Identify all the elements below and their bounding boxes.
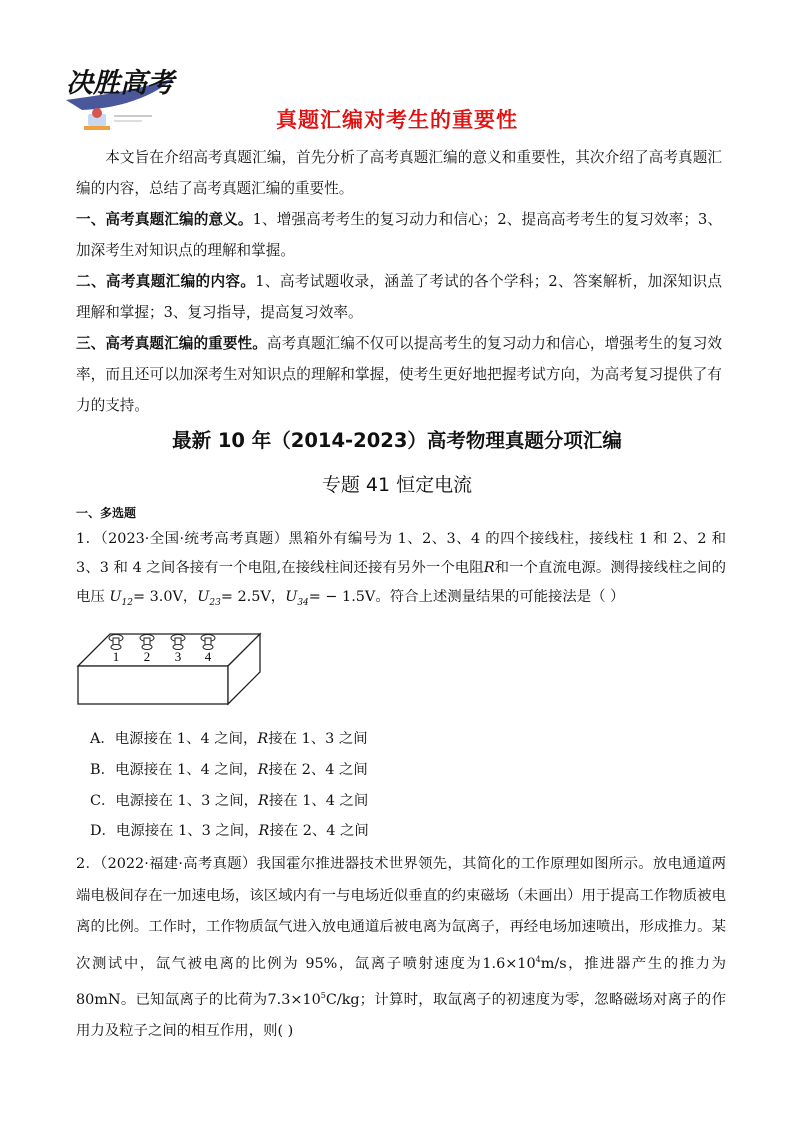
- velocity-value: 1.6×10: [482, 955, 536, 972]
- option-b-tail: 接在 2、4 之间: [268, 762, 368, 778]
- main-heading: 最新 10 年（2014-2023）高考物理真题分项汇编: [172, 429, 622, 452]
- point-2-text: 1、高考试题收录，涵盖了考试的各个学科；2、答案解析，加深知识点理解和掌握；3、复习指导，提高复习效率。: [76, 273, 722, 321]
- terminal-label-3: 3: [174, 649, 182, 664]
- option-c: [90, 789, 368, 810]
- terminal-label-2: 2: [143, 649, 151, 664]
- u34-subscript: 34: [297, 597, 309, 608]
- option-b-text: B．电源接在 1、4 之间，: [90, 762, 258, 778]
- q1-mid: 和一个直流电源。测得接线柱之间的电压: [76, 560, 726, 605]
- q1-r-symbol: R: [483, 560, 495, 576]
- q1-lead: 1．（2023·全国·统考高考真题）黑箱外有编号为 1、2、3、4 的四个接线柱，接线柱 1 和 2、2 和 3、3 和 4 之间各接有一个电阻,在接线柱间还接有另外一个电阻: [76, 531, 726, 576]
- option-d-tail: 接在 2、4 之间: [269, 823, 369, 839]
- option-c-tail: 接在 1、4 之间: [268, 793, 369, 809]
- question-2-text: [76, 849, 726, 1048]
- u34-value: = − 1.5V。符合上述测量结果的可能接法是（ ）: [308, 589, 625, 605]
- box-front-face: [78, 666, 228, 704]
- option-a: [90, 727, 368, 748]
- u23-symbol: U: [197, 589, 210, 605]
- point-3-label: 三、高考真题汇编的重要性。: [76, 335, 267, 352]
- terminal-label-4: 4: [204, 649, 212, 664]
- point-2: [76, 266, 722, 328]
- charge-ratio-unit: C/kg；计算时，取氙离子的初速度为零，忽略磁场对离子的作用力及粒子之间的相互作用，则( ): [76, 991, 726, 1040]
- option-d-text: D．电源接在 1、3 之间，: [90, 823, 259, 839]
- question-1-text: [76, 525, 726, 618]
- svg-text:决胜高考: 决胜高考: [66, 68, 174, 99]
- point-3: [76, 328, 722, 421]
- u23-value: = 2.5V，: [220, 589, 286, 605]
- option-c-r: R: [258, 793, 269, 809]
- option-a-tail: 接在 1、3 之间: [268, 731, 368, 747]
- u23-subscript: 23: [209, 597, 221, 608]
- option-b-r: R: [257, 762, 269, 778]
- u12-value: = 3.0V，: [132, 589, 198, 605]
- topic-heading: 专题 41 恒定电流: [321, 474, 473, 496]
- option-c-text: C．电源接在 1、3 之间，: [90, 793, 258, 809]
- charge-ratio-value: 7.3×10: [267, 991, 321, 1008]
- option-a-text: A．电源接在 1、4 之间，: [90, 731, 258, 747]
- intro-paragraph: 本文旨在介绍高考真题汇编，首先分析了高考真题汇编的意义和重要性，其次介绍了高考真题汇编的内容，总结了高考真题汇编的重要性。: [76, 149, 722, 197]
- point-1: [76, 204, 722, 266]
- point-1-label: 一、高考真题汇编的意义。: [76, 211, 253, 228]
- u34-symbol: U: [285, 589, 298, 605]
- point-2-label: 二、高考真题汇编的内容。: [76, 273, 256, 290]
- u12-subscript: 12: [121, 597, 133, 608]
- document-title: 真题汇编对考生的重要性: [276, 108, 518, 132]
- section-label: 一、多选题: [76, 506, 137, 520]
- u12-symbol: U: [109, 589, 122, 605]
- point-3-text: 高考真题汇编不仅可以提高考生的复习动力和信心，增强考生的复习效率，而且还可以加深考生对知识点的理解和掌握，使考生更好地把握考试方向，为高考复习提供了有力的支持。: [76, 335, 722, 414]
- terminal-label-1: 1: [112, 649, 120, 664]
- option-a-r: R: [257, 731, 269, 747]
- option-d-r: R: [258, 823, 270, 839]
- black-box-figure: [74, 628, 264, 708]
- velocity-unit: m/s，推进器产生的推力为 80mN。已知氙离子的比荷为: [76, 955, 727, 1008]
- q2-text: 2．（2022·福建·高考真题）我国霍尔推进器技术世界领先，其简化的工作原理如图所示。放电通道两端电极间存在一加速电场，该区域内有一与电场近似垂直的约束磁场（未画出）用于提高工作物质被电离的比例。工作时，工作物质氙气进入放电通道后被电离为氙离子，再经电场加速喷出，形成推力。某次测试中，氙气被电离的比例为 95%，氙离子喷射速度为: [76, 856, 726, 972]
- point-1-text: 1、增强高考考生的复习动力和信心；2、提高高考考生的复习效率；3、加深考生对知识点的理解和掌握。: [76, 211, 722, 259]
- option-d: [90, 819, 369, 840]
- velocity-exponent: 4: [535, 954, 541, 964]
- option-b: [90, 758, 368, 779]
- charge-ratio-exponent: 5: [320, 990, 326, 1000]
